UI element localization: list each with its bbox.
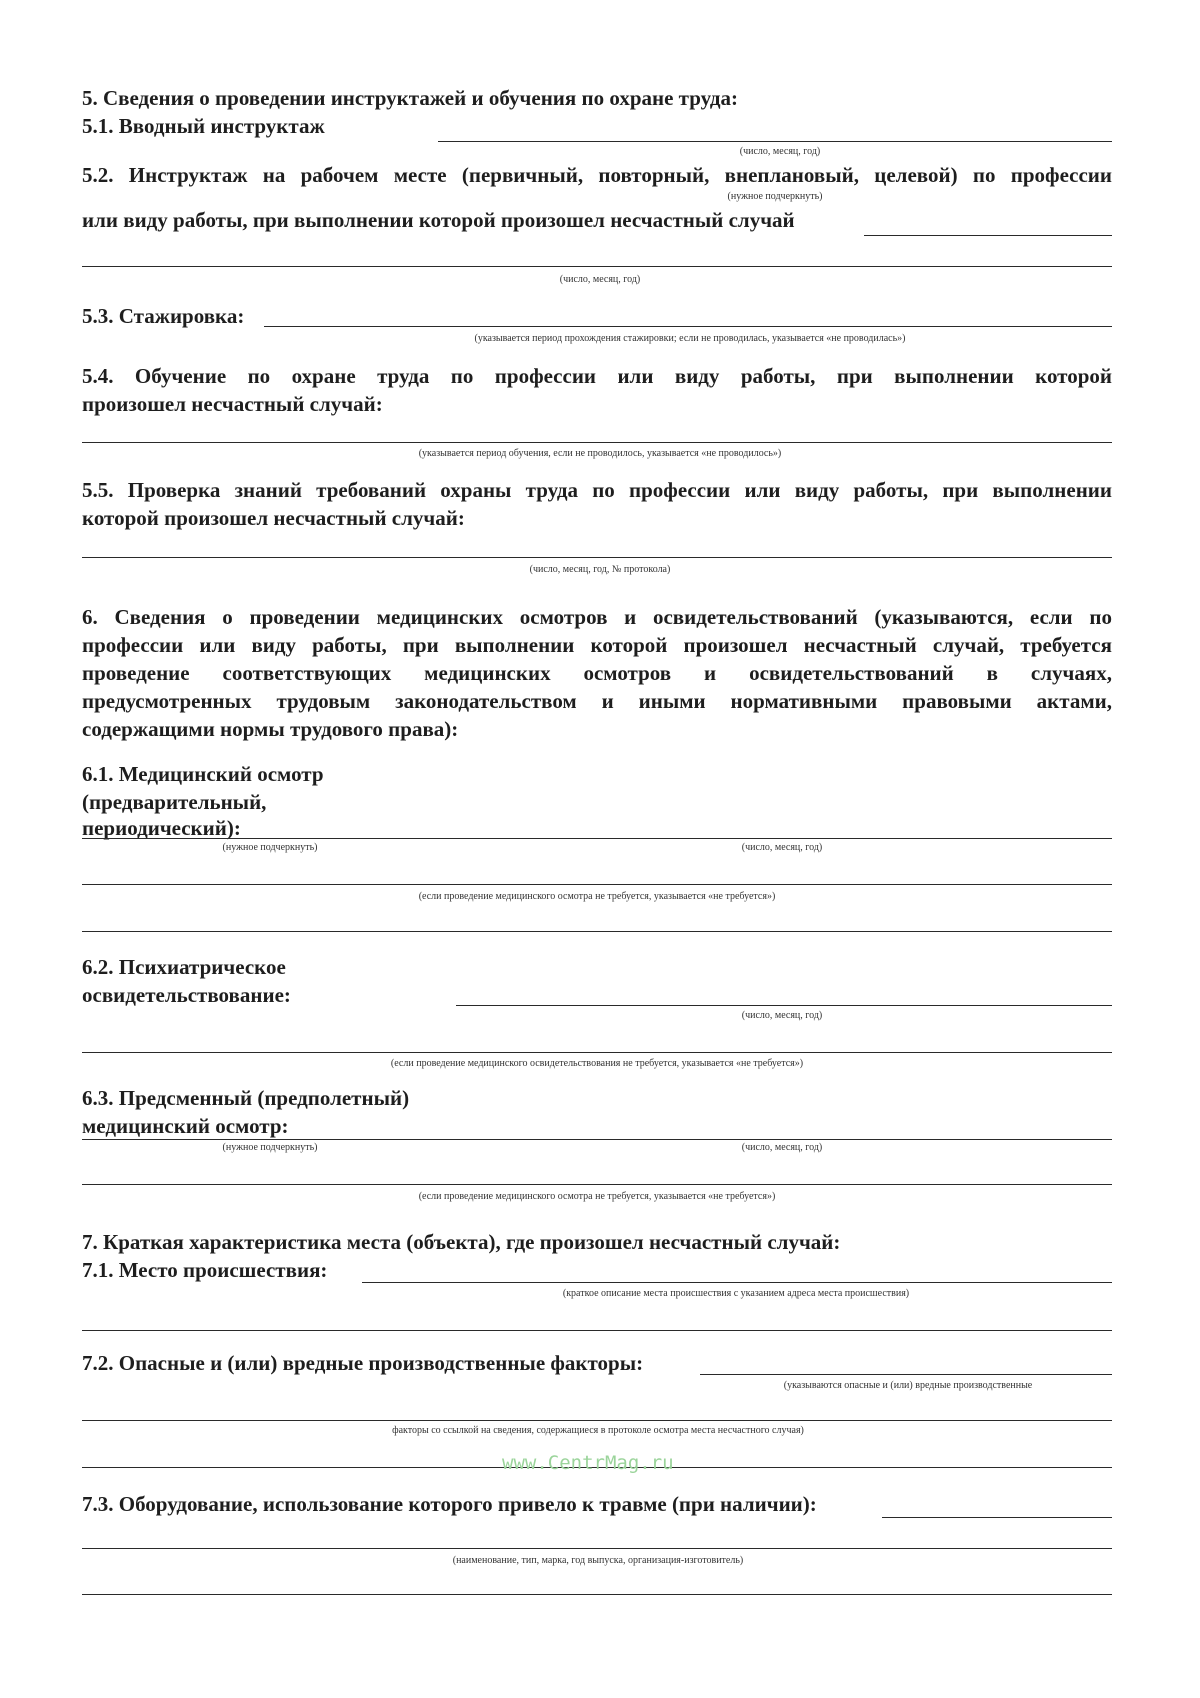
section-7-1-field-a[interactable]: [362, 1282, 1112, 1283]
section-7-2-caption1: (указываются опасные и (или) вредные производственные: [783, 1380, 1033, 1391]
section-6-1-field-a[interactable]: [82, 838, 1112, 839]
section-5-3-label: 5.3. Стажировка:: [82, 304, 245, 328]
section-5-4-line2: произошел несчастный случай:: [82, 392, 383, 416]
section-7-3-field-c[interactable]: [82, 1594, 1112, 1595]
section-5-5-field[interactable]: [82, 557, 1112, 558]
section-5-5-line1: 5.5. Проверка знаний требований охраны труда по профессии или виду работы, при выполнении: [82, 478, 1112, 502]
section-6-3-choose-caption: (нужное подчеркнуть): [222, 1142, 318, 1153]
section-5-5-caption: (число, месяц, год, № протокола): [529, 564, 671, 575]
section-5-2-field-b[interactable]: [82, 266, 1112, 267]
section-5-3-caption: (указывается период прохождения стажировки; если не проводилась, указывается «не проводилась»): [474, 333, 906, 344]
section-6-1-line1: 6.1. Медицинский осмотр: [82, 762, 324, 786]
section-5-1-label: 5.1. Вводный инструктаж: [82, 114, 325, 138]
section-6-3-field-a[interactable]: [82, 1139, 1112, 1140]
section-6-2-line1: 6.2. Психиатрическое: [82, 955, 286, 979]
section-5-4-caption: (указывается период обучения, если не проводилось, указывается «не проводилось»): [418, 448, 782, 459]
section-7-1-field-b[interactable]: [82, 1330, 1112, 1331]
section-5-5-line2: которой произошел несчастный случай:: [82, 506, 465, 530]
section-6-2-line2: освидетельствование:: [82, 983, 291, 1007]
section-7-3-field-a[interactable]: [882, 1517, 1112, 1518]
section-5-2-date-caption: (число, месяц, год): [559, 274, 641, 285]
section-5-2-choose-caption: (нужное подчеркнуть): [727, 191, 823, 202]
watermark: www.CentrMag.ru: [502, 1452, 674, 1474]
section-7-heading: 7. Краткая характеристика места (объекта), где произошел несчастный случай:: [82, 1230, 841, 1254]
section-7-3-caption: (наименование, тип, марка, год выпуска, организация-изготовитель): [452, 1555, 744, 1566]
section-7-1-label: 7.1. Место происшествия:: [82, 1258, 328, 1282]
section-5-1-caption: (число, месяц, год): [739, 146, 821, 157]
section-6-2-note-caption: (если проведение медицинского освидетельствования не требуется, указывается «не требуется»): [390, 1058, 804, 1069]
section-6-1-note-caption: (если проведение медицинского осмотра не требуется, указывается «не требуется»): [418, 891, 776, 902]
section-6-3-line1: 6.3. Предсменный (предполетный): [82, 1086, 410, 1110]
section-7-3-field-b[interactable]: [82, 1548, 1112, 1549]
section-6-1-field-b[interactable]: [82, 884, 1112, 885]
section-7-2-field-a[interactable]: [700, 1374, 1112, 1375]
section-5-4-field[interactable]: [82, 442, 1112, 443]
section-6-1-date-caption: (число, месяц, год): [741, 842, 823, 853]
section-6-heading-line5: содержащими нормы трудового права):: [82, 717, 459, 741]
section-6-3-note-caption: (если проведение медицинского осмотра не требуется, указывается «не требуется»): [418, 1191, 776, 1202]
section-6-1-line2: (предварительный,: [82, 790, 267, 814]
section-6-2-date-caption: (число, месяц, год): [741, 1010, 823, 1021]
section-5-4-line1: 5.4. Обучение по охране труда по профессии или виду работы, при выполнении которой: [82, 364, 1112, 388]
section-6-3-field-b[interactable]: [82, 1184, 1112, 1185]
section-6-heading-line3: проведение соответствующих медицинских осмотров и освидетельствований в случаях,: [82, 661, 1112, 685]
section-7-1-caption: (краткое описание места происшествия с указанием адреса места происшествия): [562, 1288, 910, 1299]
section-5-2-line2: или виду работы, при выполнении которой произошел несчастный случай: [82, 208, 795, 232]
section-7-3-label: 7.3. Оборудование, использование которого привело к травме (при наличии):: [82, 1492, 817, 1516]
section-5-1-date-field[interactable]: [438, 141, 1112, 142]
section-6-1-field-c[interactable]: [82, 931, 1112, 932]
section-6-1-choose-caption: (нужное подчеркнуть): [222, 842, 318, 853]
section-6-heading-line2: профессии или виду работы, при выполнении которой произошел несчастный случай, требуется: [82, 633, 1112, 657]
section-6-2-field-b[interactable]: [82, 1052, 1112, 1053]
section-5-2-line1: 5.2. Инструктаж на рабочем месте (первичный, повторный, внеплановый, целевой) по профессии: [82, 163, 1112, 187]
section-6-3-date-caption: (число, месяц, год): [741, 1142, 823, 1153]
section-6-heading-line1: 6. Сведения о проведении медицинских осмотров и освидетельствований (указываются, если по: [82, 605, 1112, 629]
section-6-2-field-a[interactable]: [456, 1005, 1112, 1006]
section-5-2-field-a[interactable]: [864, 235, 1112, 236]
section-6-heading-line4: предусмотренных трудовым законодательством и иными нормативными правовыми актами,: [82, 689, 1112, 713]
section-7-2-caption2: факторы со ссылкой на сведения, содержащиеся в протоколе осмотра места несчастного случая): [392, 1425, 804, 1436]
section-7-2-field-b[interactable]: [82, 1420, 1112, 1421]
section-5-heading: 5. Сведения о проведении инструктажей и обучения по охране труда:: [82, 86, 738, 110]
section-6-3-line2: медицинский осмотр:: [82, 1114, 289, 1138]
section-6-1-line3: периодический):: [82, 816, 241, 840]
section-5-3-field[interactable]: [264, 326, 1112, 327]
section-7-2-label: 7.2. Опасные и (или) вредные производственные факторы:: [82, 1351, 644, 1375]
